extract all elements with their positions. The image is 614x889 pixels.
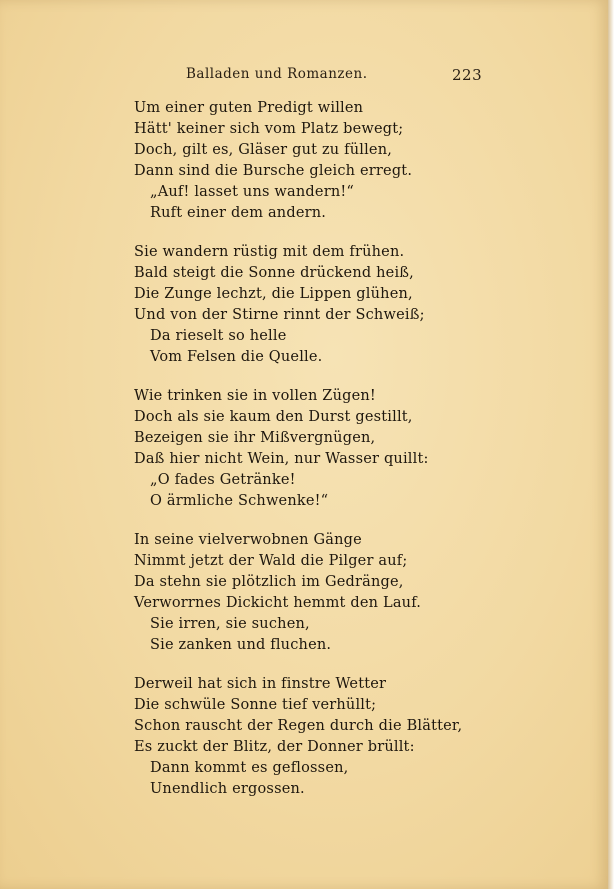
- verse-line: Verworrnes Dickicht hemmt den Lauf.: [134, 595, 422, 611]
- verse-line-refrain: Sie zanken und fluchen.: [150, 637, 332, 653]
- verse-line: Derweil hat sich in finstre Wetter: [134, 676, 387, 692]
- verse-line: Und von der Stirne rinnt der Schweiß;: [134, 307, 425, 323]
- page-number: 223: [452, 66, 483, 84]
- verse-line: Dann sind die Bursche gleich erregt.: [134, 163, 413, 179]
- verse-line-refrain: Vom Felsen die Quelle.: [150, 349, 323, 365]
- verse-line: Daß hier nicht Wein, nur Wasser quillt:: [134, 451, 429, 467]
- verse-line-refrain: Unendlich ergossen.: [150, 781, 305, 797]
- stanza-3: [134, 386, 454, 512]
- verse-line: Nimmt jetzt der Wald die Pilger auf;: [134, 553, 408, 569]
- verse-line: Die Zunge lechzt, die Lippen glühen,: [134, 286, 413, 302]
- verse-line: Doch, gilt es, Gläser gut zu füllen,: [134, 142, 393, 158]
- verse-line: Doch als sie kaum den Durst gestillt,: [134, 409, 413, 425]
- verse-line-refrain: Da rieselt so helle: [150, 328, 287, 344]
- verse-line-refrain: Dann kommt es geflossen,: [150, 760, 349, 776]
- verse-line-refrain: O ärmliche Schwenke!“: [150, 493, 329, 509]
- verse-line-refrain: Ruft einer dem andern.: [150, 205, 327, 221]
- verse-line: Die schwüle Sonne tief verhüllt;: [134, 697, 377, 713]
- verse-line-refrain: Sie irren, sie suchen,: [150, 616, 310, 632]
- poem-body: [134, 98, 463, 818]
- verse-line: Bezeigen sie ihr Mißvergnügen,: [134, 430, 376, 446]
- page-header: [0, 66, 608, 86]
- verse-line-refrain: „O fades Getränke!: [150, 472, 296, 488]
- verse-line-refrain: „Auf! lasset uns wandern!“: [150, 184, 355, 200]
- verse-line: In seine vielverwobnen Gänge: [134, 532, 362, 548]
- verse-line: Sie wandern rüstig mit dem frühen.: [134, 244, 405, 260]
- stanza-5: [134, 674, 463, 800]
- verse-line: Da stehn sie plötzlich im Gedränge,: [134, 574, 404, 590]
- verse-line: Um einer guten Predigt willen: [134, 100, 364, 116]
- stanza-1: [134, 98, 454, 224]
- verse-line: Bald steigt die Sonne drückend heiß,: [134, 265, 414, 281]
- stanza-4: [134, 530, 454, 656]
- running-head: Balladen und Romanzen.: [186, 66, 368, 82]
- verse-line: Wie trinken sie in vollen Zügen!: [134, 388, 376, 404]
- page-edge: [608, 0, 614, 889]
- verse-line: Es zuckt der Blitz, der Donner brüllt:: [134, 739, 415, 755]
- stanza-2: [134, 242, 454, 368]
- verse-line: Hätt' keiner sich vom Platz bewegt;: [134, 121, 404, 137]
- verse-line: Schon rauscht der Regen durch die Blätter,: [134, 718, 463, 734]
